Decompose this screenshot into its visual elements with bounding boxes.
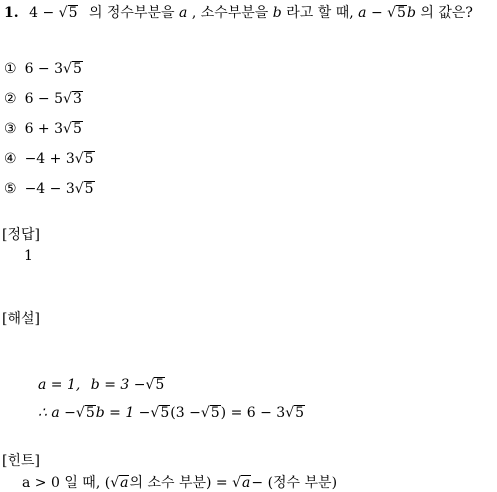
hint-cond: a > 0 일 때, ( [22,475,111,491]
q-minus-2: − [370,5,383,21]
choice-2-rad: 3 [72,91,82,107]
sol-sqrt-2: √ 5 [75,405,95,421]
sol-therefore: ∴ a − [38,405,76,421]
q-sqrt-five: 5 [68,5,78,21]
q-four: 4 [29,5,38,21]
sol-b-eq: b = 3 − [90,377,146,393]
choice-1[interactable] [4,60,83,78]
choice-5[interactable] [4,180,95,198]
sol-sqrt-5: √ 5 [285,405,305,421]
choice-4-mark: ④ [4,151,17,167]
sol-a-eq: a = 1, [38,377,81,393]
question-number: 1. [4,5,19,21]
hint-sqrt-2: √ a [232,475,251,491]
sol-sqrt-1: √ 5 [145,377,165,393]
q-minus: − [42,5,55,21]
choice-3-text: 6 + 3 [24,121,64,137]
hint-line [22,474,337,492]
q-sqrt-five-2: 5 [397,5,406,21]
choice-5-mark: ⑤ [4,181,17,197]
q-sqrt-2: √ 5 [387,5,406,21]
sol-rad-5: 5 [295,405,305,421]
choice-1-mark: ① [4,61,17,77]
solution-line-2 [38,404,305,422]
q-var-a: a [179,5,188,21]
hint-part2: − (정수 부분) [251,475,338,491]
choice-1-sqrt: √ 5 [63,61,82,77]
choice-1-rad: 5 [72,61,82,77]
choice-5-sqrt: √ 5 [74,181,94,197]
sol-paren: (3 − [170,405,201,421]
sol-b-one: b = 1 − [95,405,151,421]
q-text-2: , 소수부분을 [191,5,269,21]
sol-rad-4: 5 [210,405,220,421]
choice-1-text: 6 − 3 [24,61,64,77]
sol-rad-3: 5 [160,405,170,421]
choice-4-text: −4 + 3 [24,151,75,167]
q-text-3: 라고 할 때, [286,5,354,21]
q-text-4: 의 값은? [420,5,473,21]
hint-sqrt-1: √ a [110,475,129,491]
solution-label: [해설] [2,311,40,327]
sol-sqrt-3: √ 5 [150,405,170,421]
choice-4-sqrt: √ 5 [74,151,94,167]
choice-3-sqrt: √ 5 [63,121,82,137]
choice-4[interactable] [4,150,95,168]
hint-rad-1: a [120,475,129,491]
choice-2-sqrt: √ 3 [63,91,82,107]
solution-line-1 [38,376,165,394]
question-line [4,4,473,22]
sol-sqrt-4: √ 5 [200,405,220,421]
choice-2[interactable] [4,90,83,108]
q-var-a-2: a [358,5,367,21]
hint-label: [힌트] [2,453,40,469]
sol-rad-2: 5 [85,405,95,421]
choice-3-mark: ③ [4,121,17,137]
hint-part1: 의 소수 부분) = [129,475,228,491]
choice-2-text: 6 − 5 [24,91,64,107]
choice-5-rad: 5 [84,181,94,197]
choice-2-mark: ② [4,91,17,107]
choice-5-text: −4 − 3 [24,181,75,197]
choice-3[interactable] [4,120,83,138]
q-sqrt: √ 5 [58,5,78,21]
q-var-b-2: b [406,5,416,21]
sol-rad-1: 5 [155,377,165,393]
sol-result: ) = 6 − 3 [220,405,286,421]
answer-label: [정답] [2,227,40,243]
q-text-1: 의 정수부분을 [88,5,175,21]
choice-4-rad: 5 [84,151,94,167]
choice-3-rad: 5 [72,121,82,137]
q-var-b: b [272,5,282,21]
hint-rad-2: a [242,475,251,491]
answer-value: 1 [24,248,33,264]
